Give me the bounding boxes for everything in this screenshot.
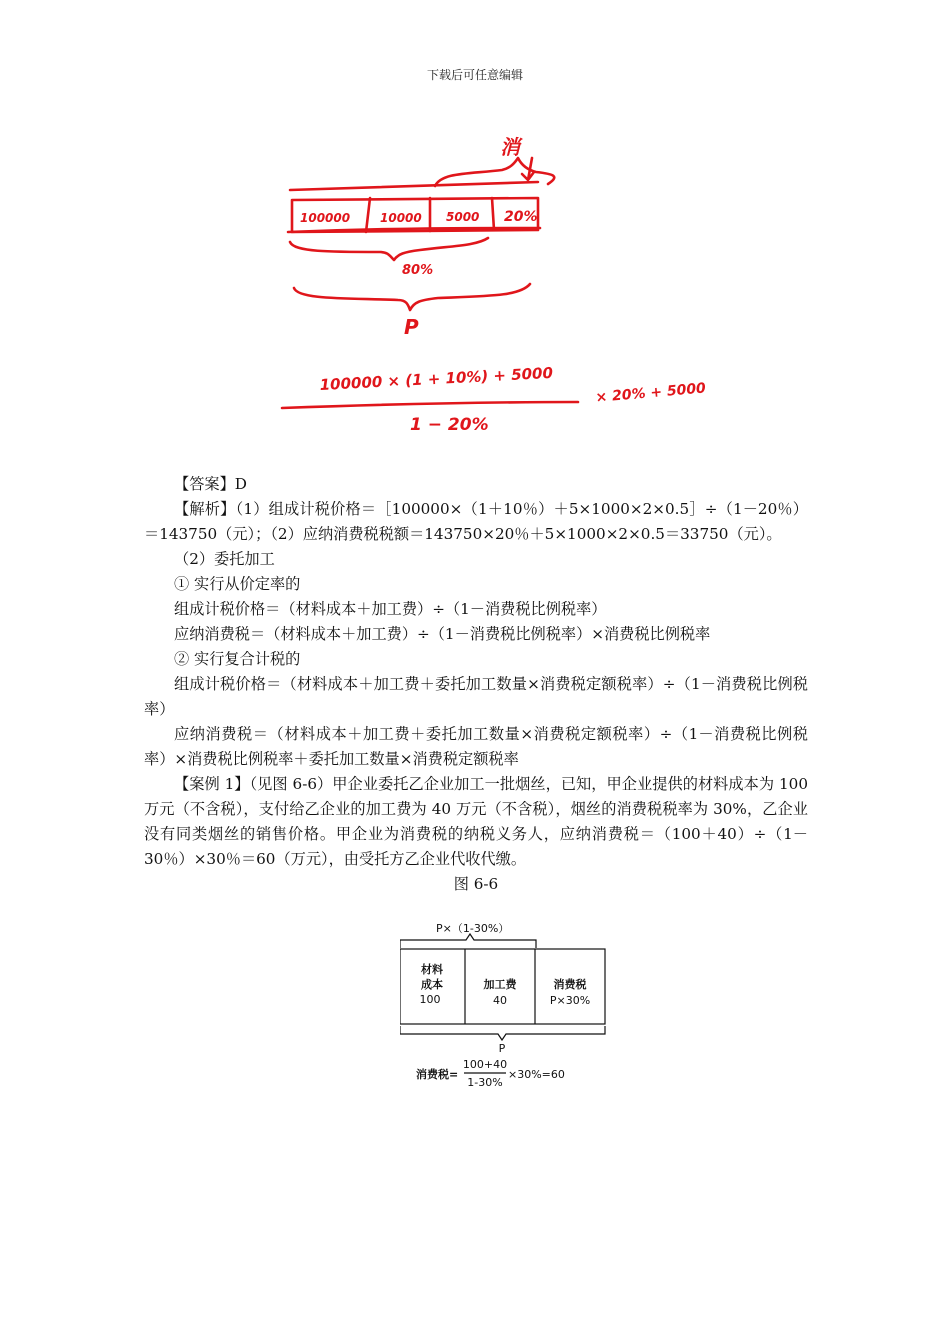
case-paragraph: 【案例 1】（见图 6-6）甲企业委托乙企业加工一批烟丝，已知，甲企业提供的材料成本为 100 万元（不含税），支付给乙企业的加工费为 40 万元（不含税），烟丝的消费税税率为 30%，乙企业没有同类烟丝的销售价格。甲企业为消费税的纳税义务人，应纳消费税＝（100＋40）÷（1－30％）×30％＝60（万元），由受托方乙企业代收代缴。	[144, 775, 808, 868]
figure-6-6	[400, 920, 620, 1095]
figure-formula-label: 消费税=	[416, 1068, 459, 1081]
hand-cell-2: 5000	[446, 210, 480, 224]
figure-tail: ×30%=60	[508, 1068, 565, 1081]
hand-p-label: P	[404, 315, 419, 339]
hand-tail: × 20% + 5000	[594, 380, 707, 406]
box-processing-line1: 加工费	[483, 978, 517, 991]
figure-top-label: P×（1-30%）	[436, 922, 510, 935]
subheading-ad-valorem: ① 实行从价定率的	[174, 575, 301, 593]
box-tax-line1: 消费税	[553, 978, 587, 991]
box-material-line1: 材料	[421, 963, 443, 976]
formula-line: 应纳消费税＝（材料成本＋加工费）÷（1－消费税比例税率）×消费税比例税率	[174, 625, 711, 643]
figure-bottom-label: P	[498, 1042, 506, 1055]
box-material-line3: 100	[419, 993, 441, 1006]
hand-numerator: 100000 × (1 + 10%) + 5000	[319, 363, 554, 394]
brace-p	[294, 284, 530, 310]
hand-top-label: 消	[500, 135, 520, 159]
box-material-line2: 成本	[421, 978, 443, 991]
formula-line: 组成计税价格＝（材料成本＋加工费）÷（1－消费税比例税率）	[174, 600, 607, 618]
hand-denominator: 1 − 20%	[410, 415, 489, 435]
hand-cell-0: 100000	[300, 211, 351, 225]
analysis-paragraph: 【解析】（1）组成计税价格＝［100000×（1＋10％）＋5×1000×2×0.5］÷（1－20％）＝143750（元）；（2）应纳消费税税额＝143750×20％＋5×1000×2×0.5＝33750（元）。	[144, 500, 808, 543]
box-tax-line2: P×30%	[549, 994, 591, 1007]
figure-bottom-brace	[400, 1026, 605, 1040]
figure-title: 图 6-6	[453, 875, 499, 893]
document-body	[144, 472, 808, 897]
figure-denominator: 1-30%	[467, 1076, 503, 1089]
hand-80-label: 80%	[402, 263, 434, 278]
figure-top-brace	[400, 934, 536, 948]
answer-line: 【答案】D	[174, 475, 247, 493]
page-header: 下载后可任意编辑	[426, 68, 523, 82]
brace-80	[290, 238, 488, 260]
hand-cell-1: 10000	[380, 211, 422, 225]
fraction-bar	[282, 402, 578, 408]
formula-line: 应纳消费税＝（材料成本＋加工费＋委托加工数量×消费税定额税率）÷（1－消费税比例税率）×消费税比例税率＋委托加工数量×消费税定额税率	[144, 725, 808, 768]
handwritten-annotation	[270, 128, 740, 458]
figure-numerator: 100+40	[462, 1058, 508, 1071]
box-processing-line2: 40	[493, 994, 507, 1007]
subheading-compound: ② 实行复合计税的	[174, 650, 301, 668]
formula-line: 组成计税价格＝（材料成本＋加工费＋委托加工数量×消费税定额税率）÷（1－消费税比例税率）	[144, 675, 808, 718]
hand-cell-3: 20%	[504, 209, 538, 225]
section-heading: （2）委托加工	[174, 550, 275, 568]
